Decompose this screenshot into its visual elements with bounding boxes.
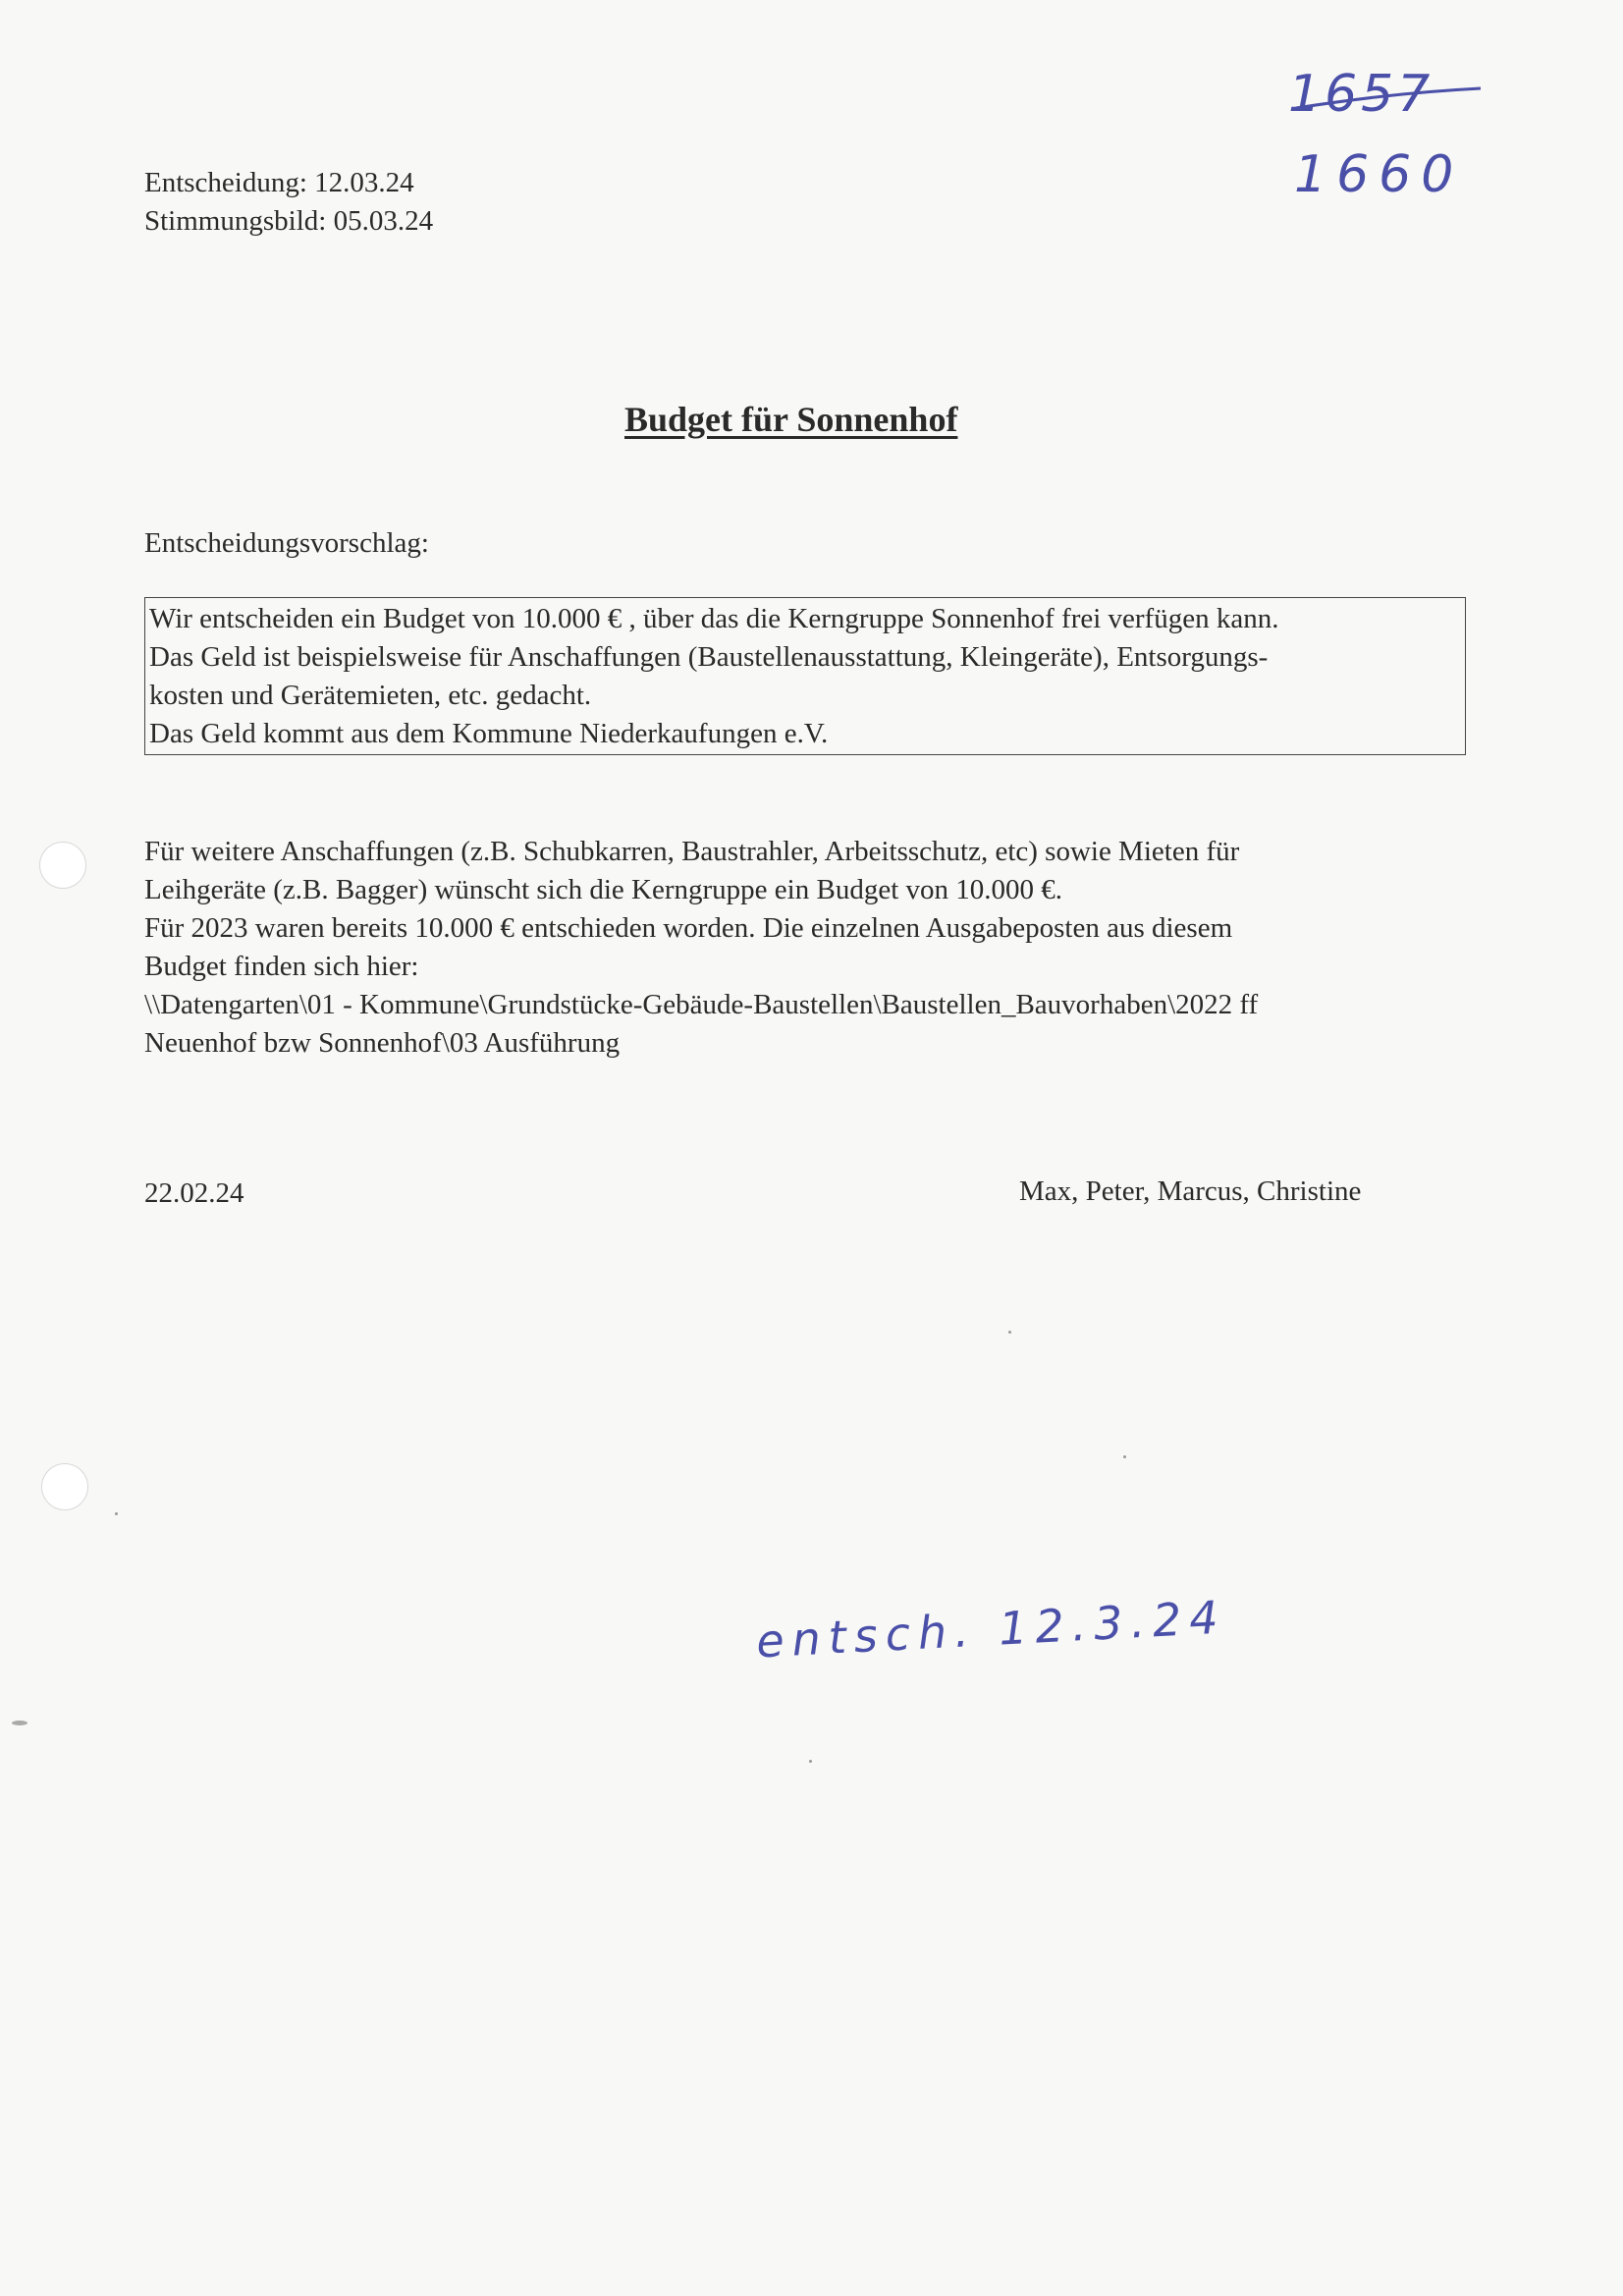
body-line: Leihgeräte (z.B. Bagger) wünscht sich die Kerngruppe ein Budget von 10.000 €. (144, 874, 1062, 905)
proposal-label: Entscheidungsvorschlag: (144, 527, 429, 559)
footer-date: 22.02.24 (144, 1177, 244, 1209)
scan-speck (12, 1721, 27, 1725)
decision-date: Entscheidung: 12.03.24 (144, 167, 414, 198)
old-number-text: 1657 (1288, 65, 1434, 124)
punch-hole (39, 842, 86, 889)
handwritten-decision-note: entsch. 12.3.24 (754, 1590, 1227, 1668)
scan-speck (809, 1760, 812, 1763)
scan-speck (1123, 1455, 1126, 1458)
footer-authors: Max, Peter, Marcus, Christine (1019, 1175, 1362, 1207)
proposal-line: Wir entscheiden ein Budget von 10.000 € , über das die Kerngruppe Sonnenhof frei verfügen kann. (149, 603, 1279, 634)
proposal-line: kosten und Gerätemieten, etc. gedacht. (149, 680, 592, 711)
mood-poll-date: Stimmungsbild: 05.03.24 (144, 205, 434, 237)
body-line: Für weitere Anschaffungen (z.B. Schubkarren, Baustrahler, Arbeitsschutz, etc) sowie Mieten für (144, 836, 1240, 867)
proposal-line: Das Geld kommt aus dem Kommune Niederkaufungen e.V. (149, 718, 829, 749)
file-path-line: Neuenhof bzw Sonnenhof\03 Ausführung (144, 1027, 621, 1059)
strike-through-line (1288, 65, 1485, 134)
proposal-line: Das Geld ist beispielsweise für Anschaffungen (Baustellenausstattung, Kleingeräte), Entsorgungs- (149, 641, 1269, 673)
file-path-line: \\Datengarten\01 - Kommune\Grundstücke-Gebäude-Baustellen\Baustellen_Bauvorhaben\2022 ff (144, 989, 1259, 1020)
punch-hole (41, 1463, 88, 1510)
body-line: Budget finden sich hier: (144, 951, 419, 982)
handwritten-old-number (1288, 65, 1485, 134)
proposal-box (144, 597, 1466, 755)
scan-speck (115, 1512, 118, 1515)
page-title: Budget für Sonnenhof (624, 400, 958, 439)
scan-speck (1008, 1331, 1011, 1334)
handwritten-new-number: 1660 (1294, 145, 1464, 204)
body-line: Für 2023 waren bereits 10.000 € entschieden worden. Die einzelnen Ausgabeposten aus diesem (144, 912, 1233, 944)
